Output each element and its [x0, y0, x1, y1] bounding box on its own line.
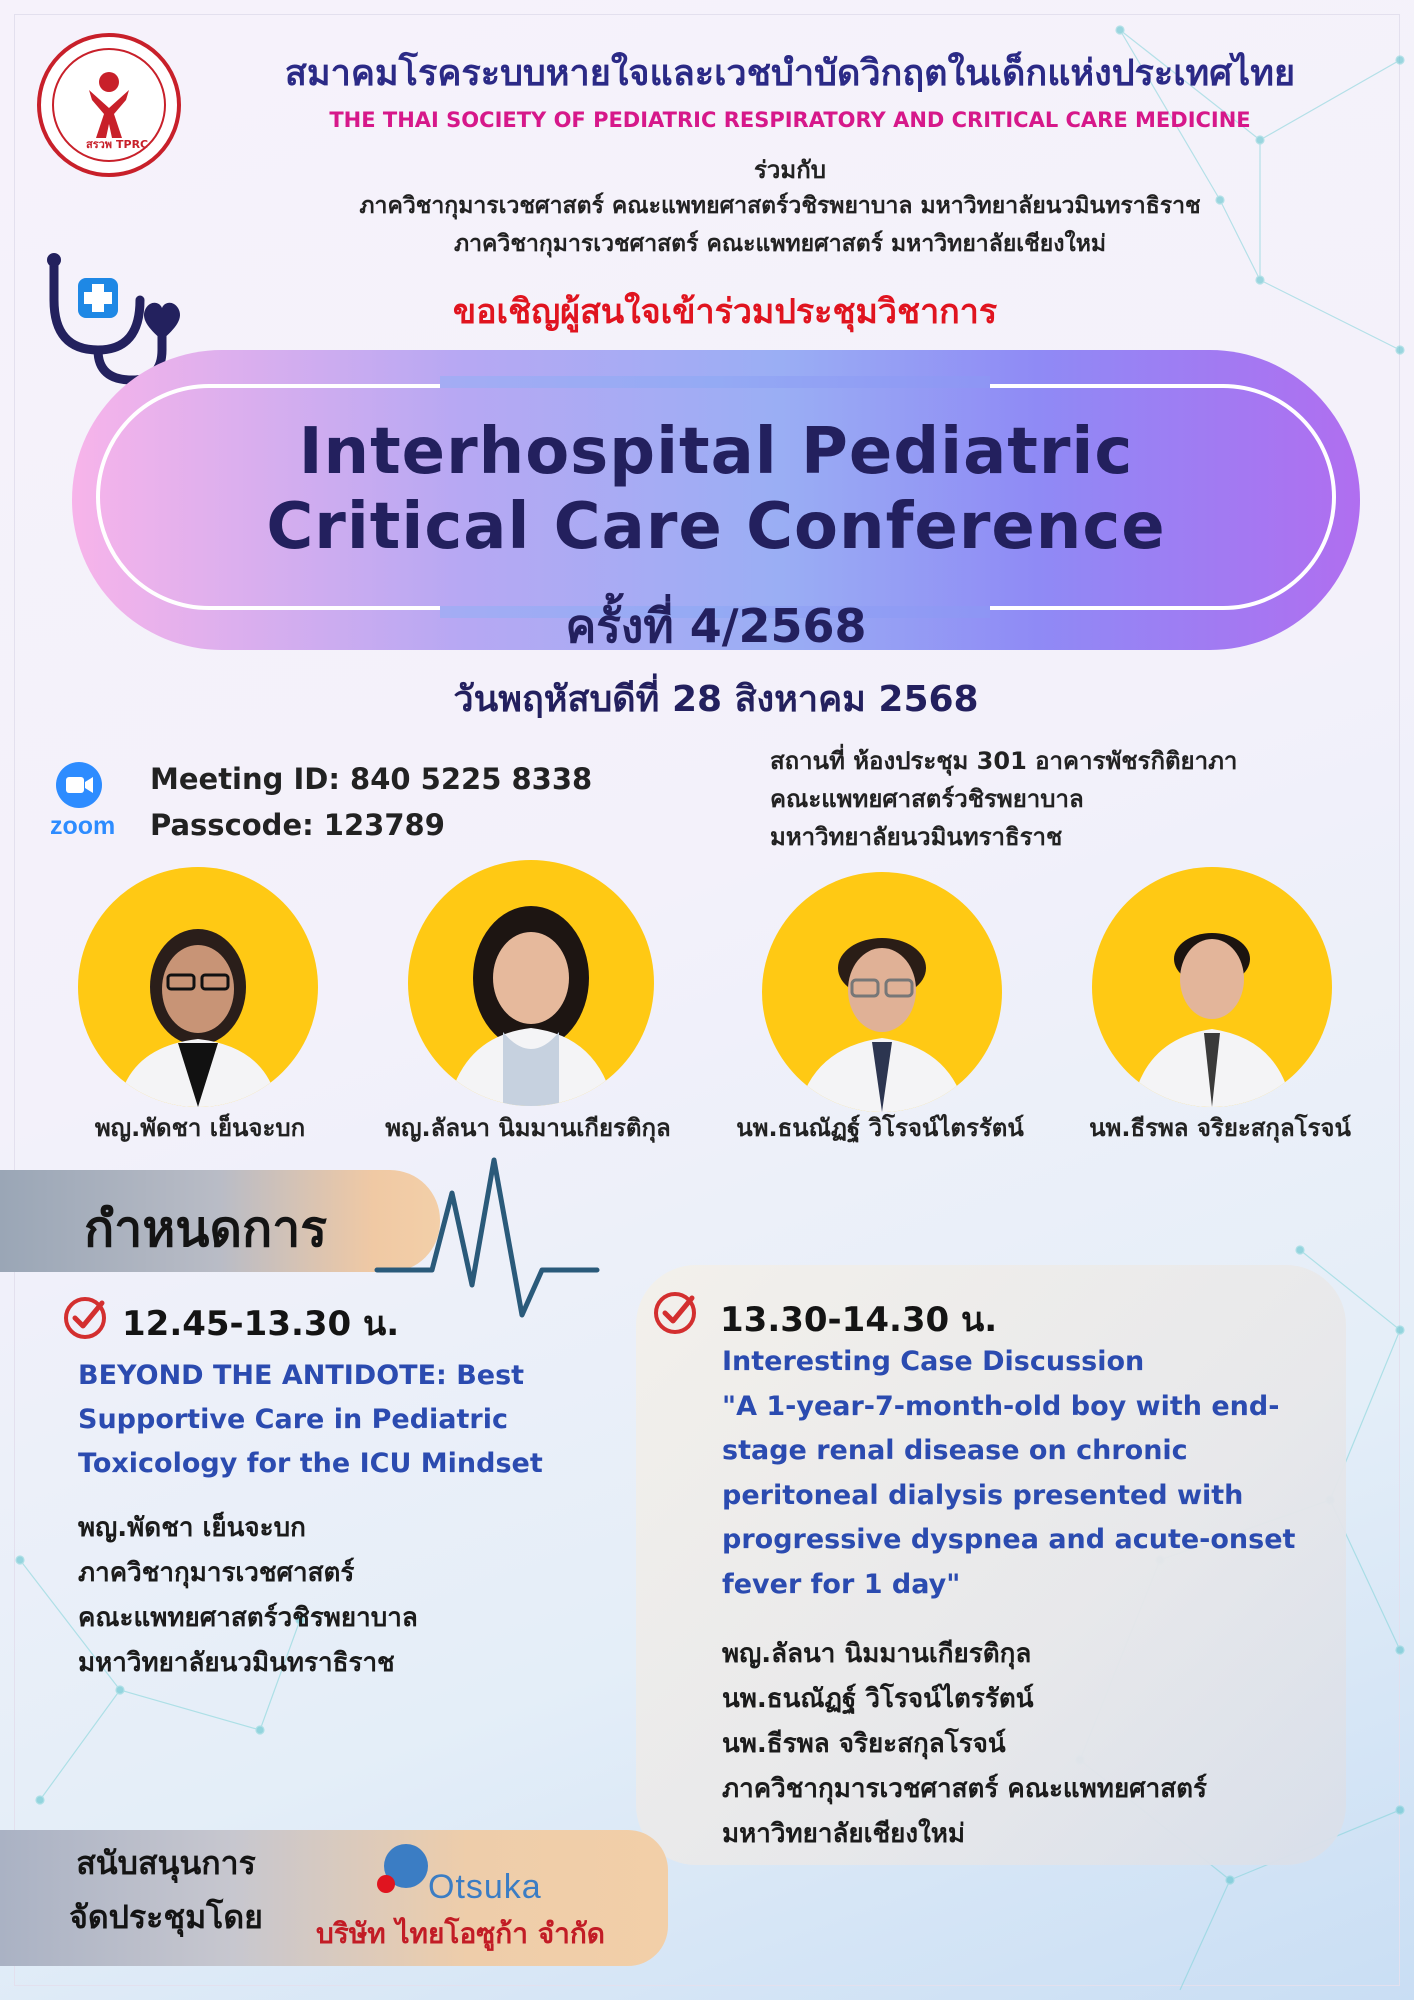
session-1-title-line: BEYOND THE ANTIDOTE: Best — [78, 1360, 525, 1391]
session-2-title-line: "A 1-year-7-month-old boy with end- — [722, 1390, 1280, 1422]
session-2-title-line: progressive dyspnea and acute-onset — [722, 1524, 1296, 1555]
speaker-name-2: พญ.ลัลนา นิมมานเกียรติกุล — [385, 1114, 671, 1142]
meeting-passcode: Passcode: 123789 — [150, 808, 445, 842]
heartbeat-icon — [372, 1145, 602, 1325]
org-name-thai: สมาคมโรคระบบหายใจและเวชบำบัดวิกฤตในเด็กแห่งประเทศไทย — [284, 53, 1296, 94]
speaker-photo-3 — [762, 872, 1002, 1112]
sponsor-label-line1: สนับสนุนการ — [76, 1844, 256, 1882]
logo-badge: TPRC — [116, 138, 149, 151]
sponsor-label-line2: จัดประชุมโดย — [69, 1898, 263, 1936]
meeting-id: Meeting ID: 840 5225 8338 — [150, 762, 593, 796]
conference-date: วันพฤหัสบดีที่ 28 สิงหาคม 2568 — [453, 679, 979, 720]
session-2-title-line: Interesting Case Discussion — [722, 1346, 1145, 1377]
sponsor-company-name: บริษัท ไทยโอซูก้า จำกัด — [316, 1917, 605, 1950]
speaker-photo-2 — [408, 860, 654, 1106]
session-1-speaker-line: ภาควิชากุมารเวชศาสตร์ — [78, 1558, 355, 1588]
agenda-heading: กำหนดการ — [84, 1200, 328, 1258]
session-1-title — [78, 1354, 598, 1486]
check-circle-icon — [652, 1290, 698, 1336]
partner-department-1: ภาควิชากุมารเวชศาสตร์ คณะแพทยศาสตร์วชิรพยาบาล มหาวิทยาลัยนวมินทราธิราช — [359, 193, 1201, 219]
logo-text: สรวพ — [86, 138, 113, 151]
conference-title-line2: Critical Care Conference — [266, 490, 1166, 564]
org-name-english: THE THAI SOCIETY OF PEDIATRIC RESPIRATORY AND CRITICAL CARE MEDICINE — [329, 108, 1251, 132]
invitation-heading: ขอเชิญผู้สนใจเข้าร่วมประชุมวิชาการ — [452, 292, 998, 332]
session-2-speaker-line: มหาวิทยาลัยเชียงใหม่ — [722, 1819, 966, 1849]
conference-round: ครั้งที่ 4/2568 — [565, 599, 867, 653]
otsuka-logo-icon — [372, 1838, 432, 1898]
zoom-icon — [56, 762, 102, 808]
session-2-speaker-line: นพ.ธีรพล จริยะสกุลโรจน์ — [722, 1729, 1006, 1759]
session-2-title-line: fever for 1 day" — [722, 1568, 961, 1600]
session-2-title-line: peritoneal dialysis presented with — [722, 1479, 1244, 1511]
session-2-time: 13.30-14.30 น. — [720, 1300, 998, 1340]
session-2-speakers — [722, 1632, 1342, 1857]
session-2-title-line: stage renal disease on chronic — [722, 1435, 1188, 1466]
in-collaboration-label: ร่วมกับ — [754, 156, 826, 184]
partner-department-2: ภาควิชากุมารเวชศาสตร์ คณะแพทยศาสตร์ มหาวิทยาลัยเชียงใหม่ — [453, 231, 1107, 257]
venue-line: คณะแพทยศาสตร์วชิรพยาบาล — [770, 785, 1084, 813]
society-logo — [34, 30, 184, 180]
session-1-speaker-line: มหาวิทยาลัยนวมินทราธิราช — [78, 1648, 395, 1678]
check-circle-icon — [62, 1295, 108, 1341]
conference-title-line1: Interhospital Pediatric — [298, 415, 1134, 489]
session-1-title-line: Supportive Care in Pediatric — [78, 1404, 508, 1435]
speaker-photo-4 — [1092, 867, 1332, 1107]
zoom-wordmark: zoom — [50, 812, 116, 840]
session-2-speaker-line: ภาควิชากุมารเวชศาสตร์ คณะแพทยศาสตร์ — [722, 1774, 1207, 1804]
session-1-speaker-line: พญ.พัดชา เย็นจะบก — [78, 1513, 306, 1543]
speaker-name-3: นพ.ธนณัฏฐ์ วิโรจน์ไตรรัตน์ — [736, 1114, 1024, 1142]
otsuka-wordmark: Otsuka — [428, 1868, 542, 1906]
speaker-photo-1 — [78, 867, 318, 1107]
venue-line: สถานที่ ห้องประชุม 301 อาคารพัชรกิติยาภา — [770, 747, 1238, 775]
session-1-time: 12.45-13.30 น. — [122, 1304, 400, 1344]
session-1-speaker-line: คณะแพทยศาสตร์วชิรพยาบาล — [78, 1603, 418, 1633]
session-2-speaker-line: พญ.ลัลนา นิมมานเกียรติกุล — [722, 1639, 1032, 1669]
session-2-title — [722, 1340, 1342, 1607]
venue-line: มหาวิทยาลัยนวมินทราธิราช — [770, 823, 1063, 851]
session-1-speaker — [78, 1506, 598, 1686]
session-2-speaker-line: นพ.ธนณัฏฐ์ วิโรจน์ไตรรัตน์ — [722, 1684, 1034, 1714]
speaker-name-4: นพ.ธีรพล จริยะสกุลโรจน์ — [1089, 1114, 1351, 1142]
banner-outline-gap-top — [440, 376, 990, 388]
speaker-name-1: พญ.พัดชา เย็นจะบก — [94, 1114, 306, 1142]
session-1-title-line: Toxicology for the ICU Mindset — [78, 1448, 543, 1479]
venue-block — [770, 742, 1390, 856]
